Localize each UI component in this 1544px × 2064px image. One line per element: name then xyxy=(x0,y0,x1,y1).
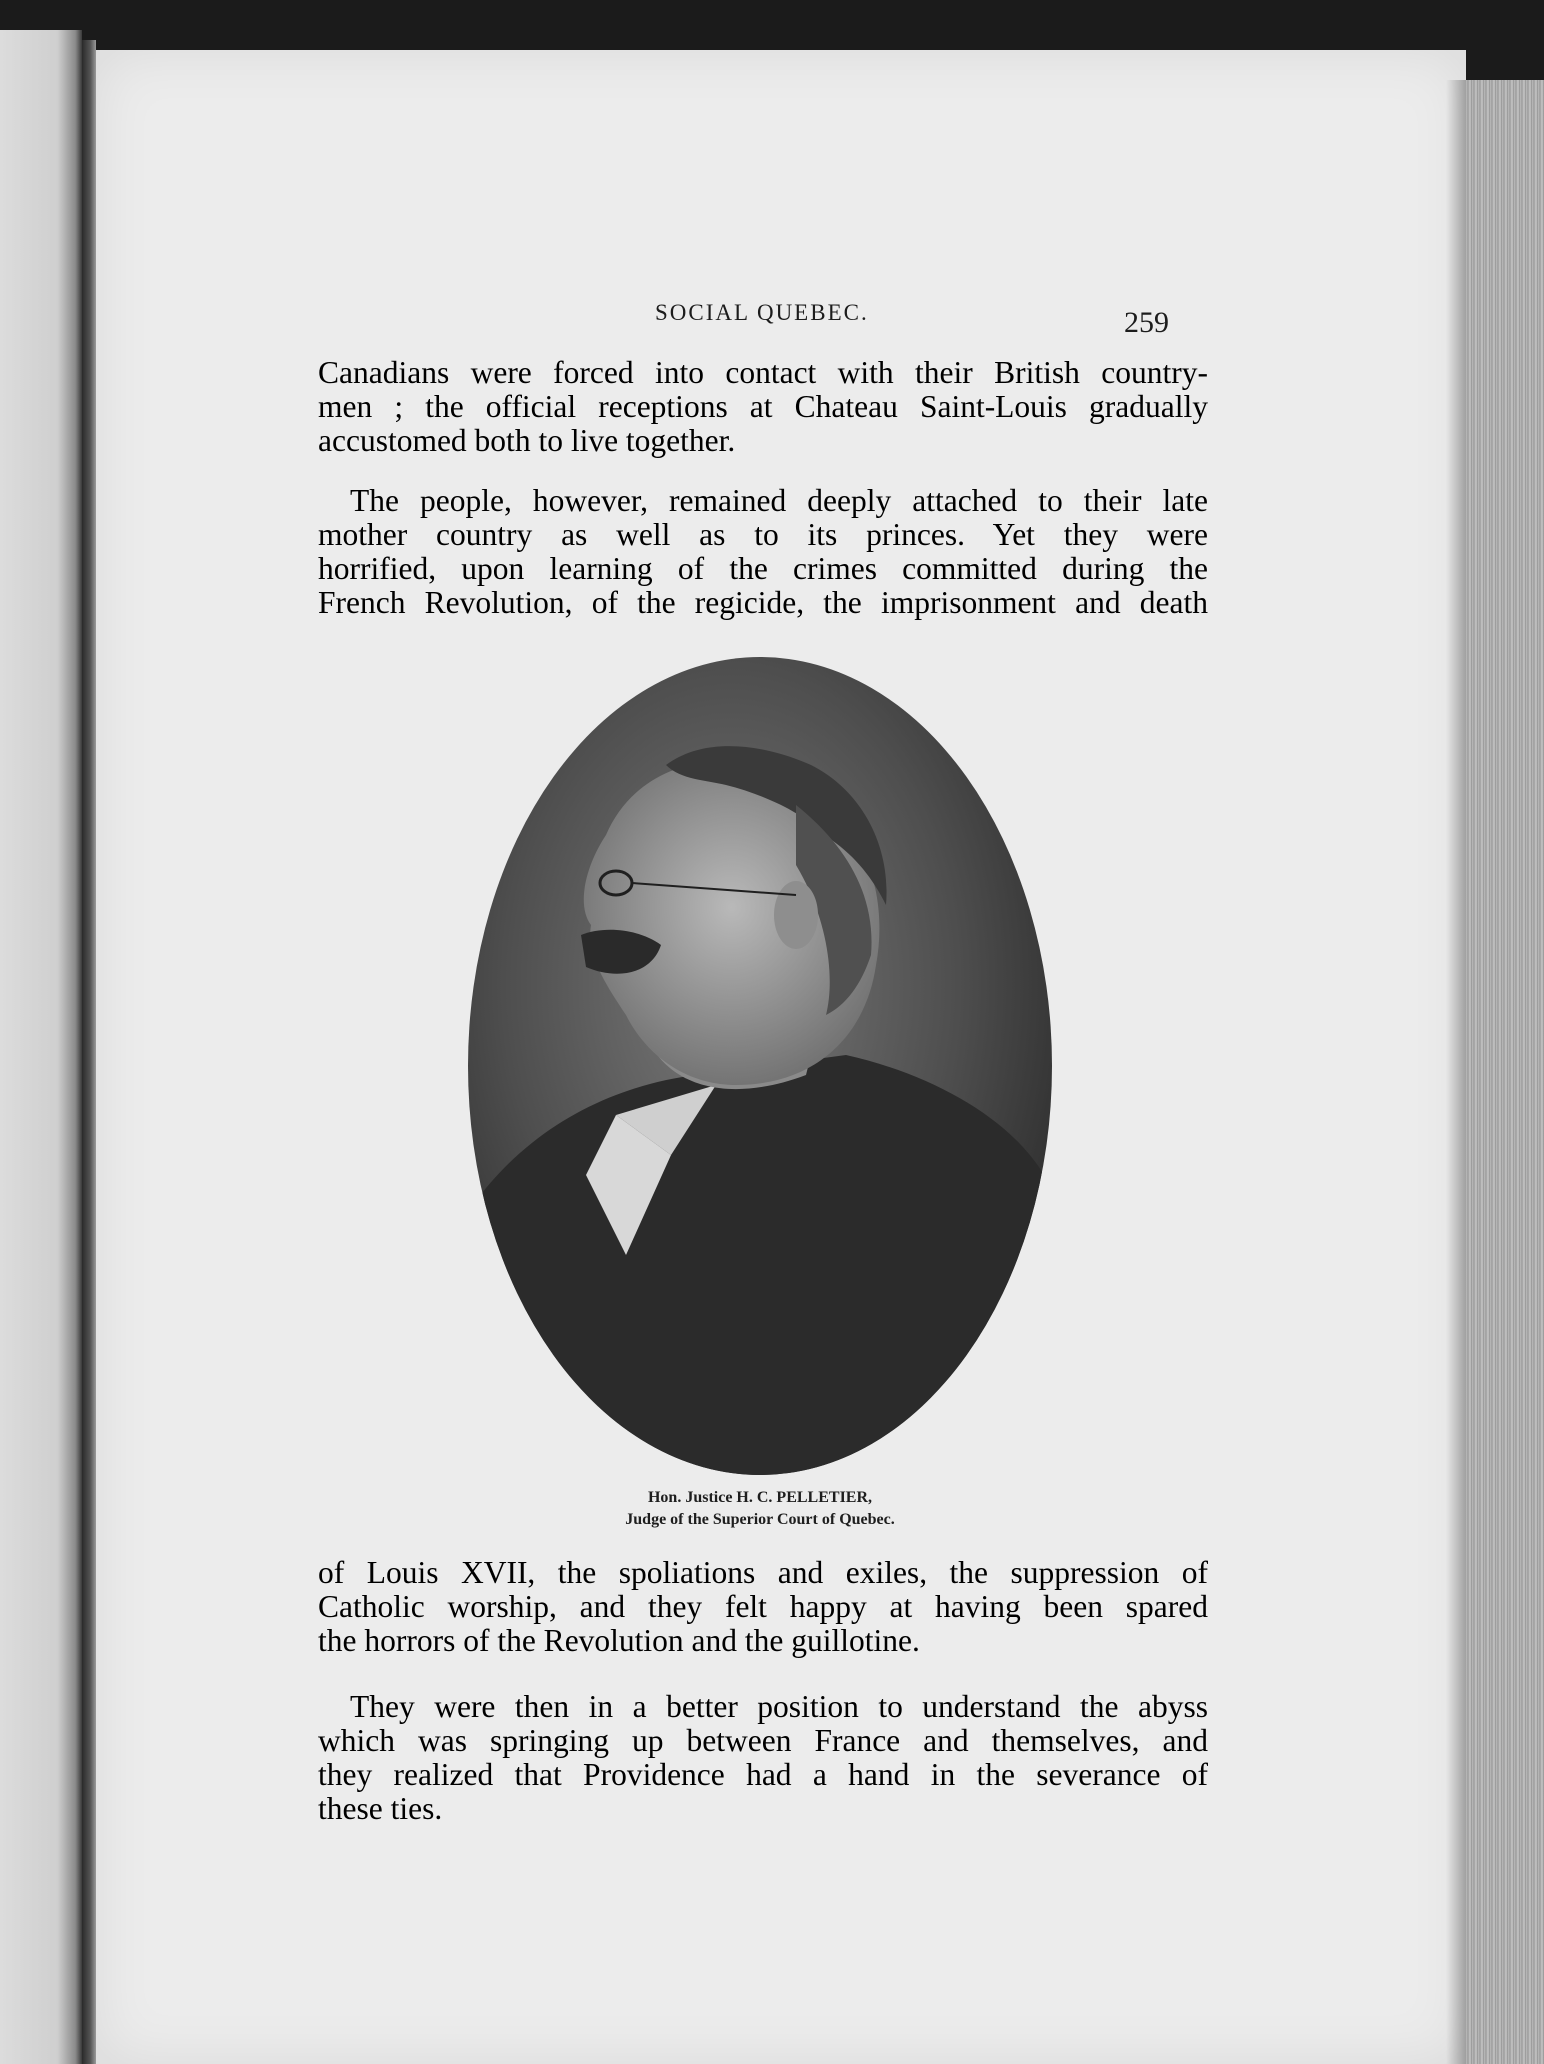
paragraph xyxy=(318,1690,1208,1826)
caption-name: Hon. Justice H. C. PELLETIER, xyxy=(647,1489,873,1506)
text-line: which was springing up between France and themselves, and xyxy=(318,1723,1208,1758)
text-line: They were then in a better position to understand the abyss xyxy=(350,1689,1208,1724)
text-line: men ; the official receptions at Chateau Saint-Louis gradually xyxy=(318,389,1208,424)
paragraph xyxy=(318,484,1208,620)
text-line: of Louis XVII, the spoliations and exiles, the suppression of xyxy=(318,1555,1208,1590)
paragraph xyxy=(318,1556,1208,1658)
book-gutter xyxy=(82,40,96,2064)
text-line: accustomed both to live together. xyxy=(318,423,736,458)
running-title: SOCIAL QUEBEC. xyxy=(655,300,869,325)
text-line: Catholic worship, and they felt happy at having been spared xyxy=(318,1589,1208,1624)
paragraph xyxy=(318,356,1208,458)
text-line: mother country as well as to its princes. Yet they were xyxy=(318,517,1208,552)
text-line: horrified, upon learning of the crimes committed during the xyxy=(318,551,1208,586)
left-page-edge xyxy=(0,30,82,2064)
portrait-caption xyxy=(480,1487,1040,1531)
portrait-photograph xyxy=(466,655,1054,1477)
stacked-page-edges xyxy=(1466,80,1544,2064)
text-line: The people, however, remained deeply attached to their late xyxy=(350,483,1208,518)
caption-title: Judge of the Superior Court of Quebec. xyxy=(625,1511,895,1528)
text-line: French Revolution, of the regicide, the imprisonment and death xyxy=(318,585,1208,620)
text-line: these ties. xyxy=(318,1791,443,1826)
text-line: Canadians were forced into contact with their British country- xyxy=(318,355,1208,390)
page-number: 259 xyxy=(1124,306,1169,339)
text-line: they realized that Providence had a hand in the severance of xyxy=(318,1757,1208,1792)
text-line: the horrors of the Revolution and the guillotine. xyxy=(318,1623,920,1658)
